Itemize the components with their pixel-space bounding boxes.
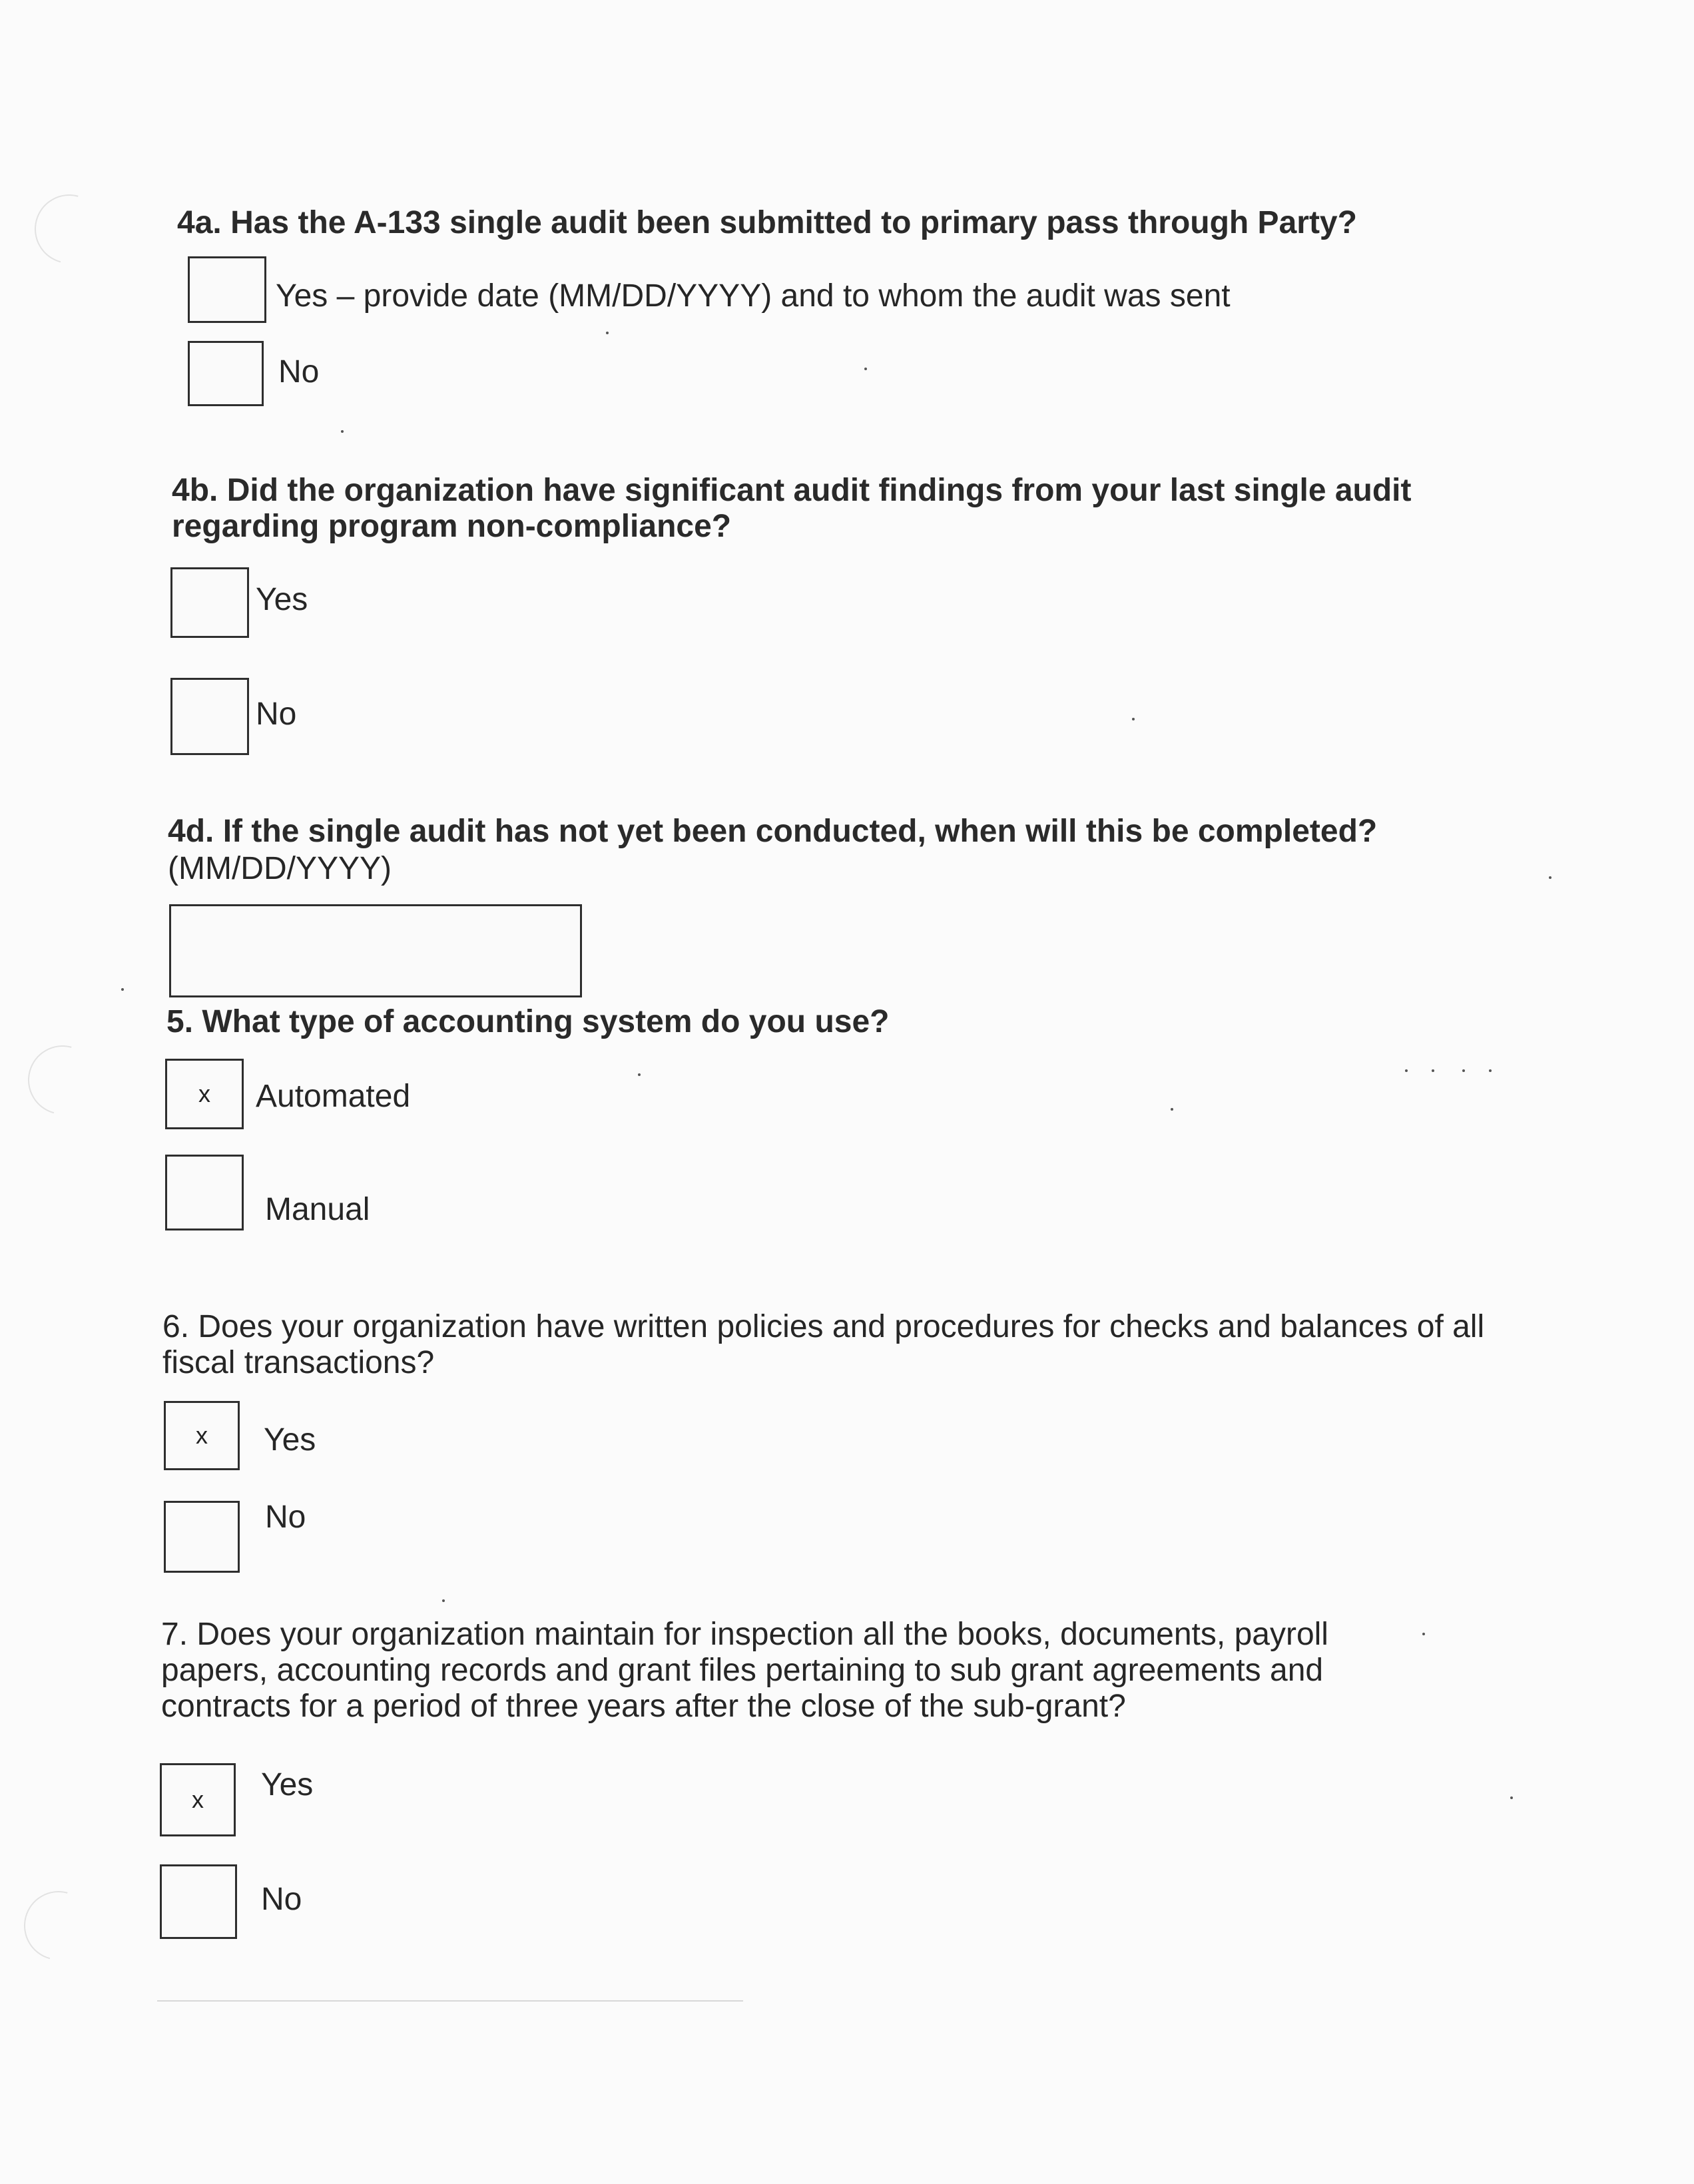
option-4b-no-label: No [256,696,297,732]
question-4d-format-hint: (MM/DD/YYYY) [168,851,392,886]
scan-speck [638,1073,641,1076]
question-4d: 4d. If the single audit has not yet been conducted, when will this be completed? [168,814,1378,849]
checkbox-5-automated[interactable]: x [165,1059,244,1129]
option-4a-no-label: No [278,354,320,390]
question-6: 6. Does your organization have written policies and procedures for checks and balances of all fiscal transactions? [162,1309,1485,1380]
scan-speck [1432,1069,1434,1072]
question-7: 7. Does your organization maintain for inspection all the books, documents, payroll papers, accounting records and grant files pertaining to sub grant agreements and contracts for a period of three years after the close of the sub-grant? [161,1617,1328,1724]
option-4a-yes-label: Yes – provide date (MM/DD/YYYY) and to whom the audit was sent [276,278,1231,314]
option-6-no-label: No [265,1500,306,1535]
option-6-yes-label: Yes [264,1422,316,1458]
option-5-manual-label: Manual [265,1192,370,1227]
checkbox-4b-no[interactable] [170,678,249,755]
checkbox-5-manual[interactable] [165,1155,244,1230]
scan-speck [442,1599,445,1602]
question-4b: 4b. Did the organization have significant audit findings from your last single audit regarding program non-compliance? [172,473,1412,544]
scan-speck [1405,1069,1408,1072]
checkbox-4b-yes[interactable] [170,567,249,638]
checkbox-4a-no[interactable] [188,341,264,406]
checkbox-7-yes[interactable]: x [160,1763,236,1836]
question-4a: 4a. Has the A-133 single audit been submitted to primary pass through Party? [177,205,1357,240]
scan-speck [1462,1069,1465,1072]
scan-speck [1489,1069,1492,1072]
scan-speck [341,430,344,433]
binder-hole-top [22,182,117,276]
scan-speck [1132,718,1135,720]
option-5-automated-label: Automated [256,1079,411,1114]
scan-speck [1171,1108,1173,1111]
checkbox-6-no[interactable] [164,1501,240,1573]
scan-speck [606,332,609,334]
checkbox-6-yes[interactable]: x [164,1401,240,1470]
checkbox-4a-yes[interactable] [188,256,266,323]
scan-speck [121,988,124,991]
checkbox-7-no[interactable] [160,1864,237,1939]
scan-speck [1549,876,1552,879]
option-7-no-label: No [261,1882,302,1917]
scan-artifact-line [157,2000,743,2002]
completion-date-field[interactable] [169,904,582,997]
scan-speck [1510,1796,1513,1799]
scan-speck [864,368,867,370]
question-5: 5. What type of accounting system do you use? [166,1004,890,1039]
binder-hole-bottom [11,1878,106,1973]
binder-hole-middle [15,1033,110,1127]
option-7-yes-label: Yes [261,1767,314,1802]
scan-speck [1422,1633,1425,1635]
option-4b-yes-label: Yes [256,582,308,617]
